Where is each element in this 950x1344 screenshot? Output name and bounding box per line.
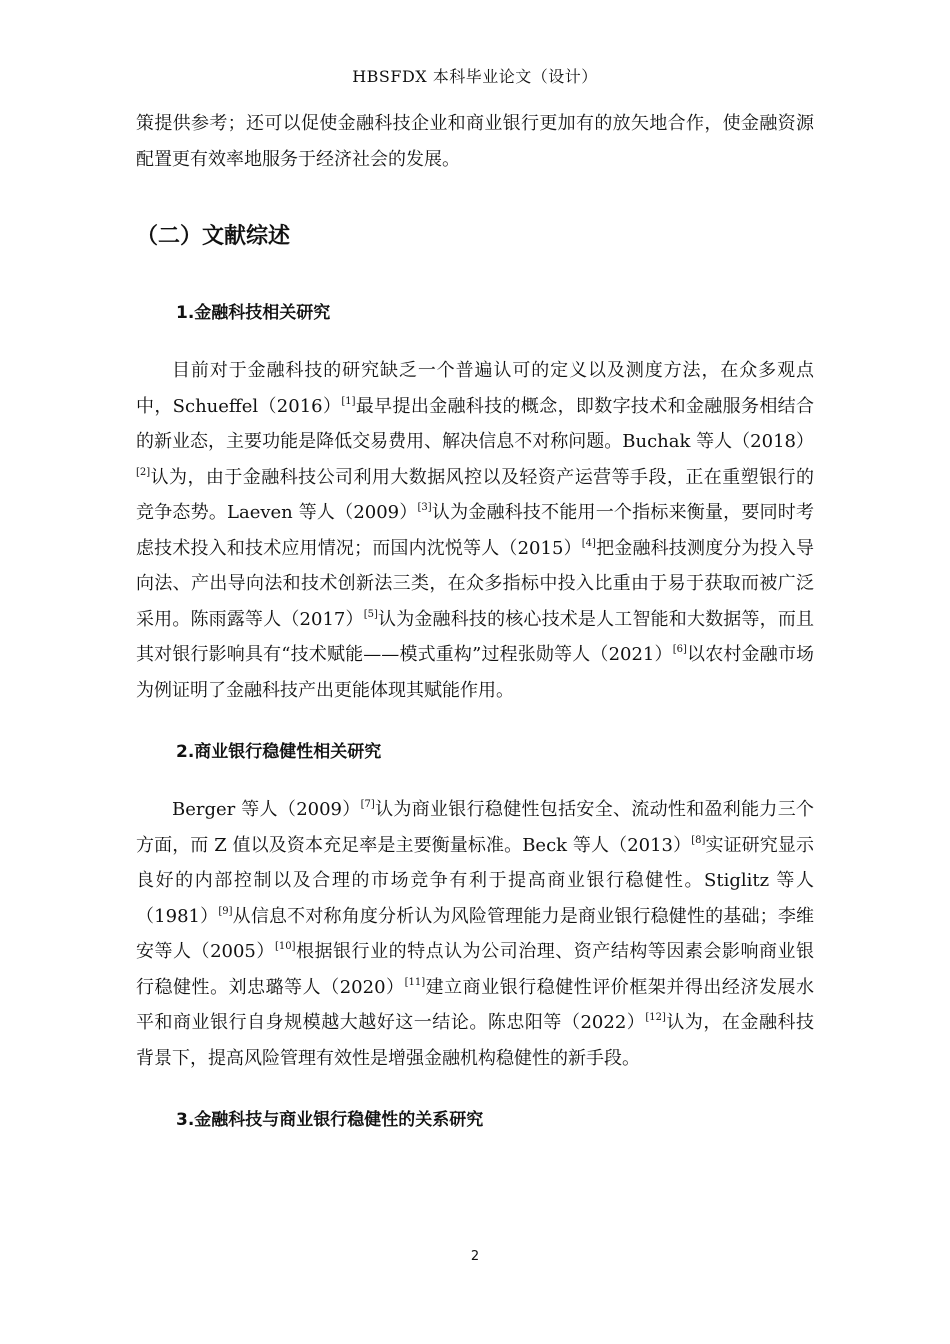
- citation-marker: [4]: [581, 537, 596, 549]
- citation-marker: [3]: [417, 502, 432, 513]
- citation-marker: [6]: [672, 644, 687, 655]
- text-run: 认为商业银行稳健性包括安全、流动性和盈利能力三个方面，而 Z 值以及资本充足率是主要衡量标准。Beck 等人（2013）: [136, 799, 815, 856]
- citation-marker: [12]: [645, 1012, 666, 1023]
- citation-marker: [10]: [274, 941, 296, 952]
- intro-paragraph: 策提供参考；还可以促使金融科技企业和商业银行更加有的放矢地合作，使金融资源配置更有效率地服务于经济社会的发展。: [136, 113, 814, 170]
- citation-marker: [11]: [404, 976, 426, 988]
- citation-marker: [7]: [360, 799, 375, 810]
- text-run: Berger 等人（2009）: [172, 799, 361, 820]
- text-run: 以农村金融市场为例证明了金融科技产出更能体现其赋能作用。: [136, 644, 814, 701]
- subsection-heading-1: 1.金融科技相关研究: [176, 303, 331, 323]
- text-run: 从信息不对称角度分析认为风险管理能力是商业银行稳健性的基础；李维安等人（2005）: [136, 905, 814, 962]
- text-run: 建立商业银行稳健性评价框架并得出经济发展水平和商业银行自身规模越大越好这一结论。陈忠阳等（2022）: [136, 976, 814, 1033]
- subsection-heading-3: 3.金融科技与商业银行稳健性的关系研究: [176, 1110, 484, 1130]
- page-body: [136, 106, 814, 1133]
- text-run: 实证研究显示良好的内部控制以及合理的市场竞争有利于提高商业银行稳健性。Stiglitz 等人（1981）: [136, 834, 814, 927]
- citation-marker: [2]: [136, 466, 151, 478]
- citation-marker: [1]: [341, 395, 356, 407]
- text-run: 认为，在金融科技背景下，提高风险管理有效性是增强金融机构稳健性的新手段。: [136, 1012, 814, 1069]
- text-run: 认为金融科技不能用一个指标来衡量，要同时考虑技术投入和技术应用情况；而国内沈悦等人（2015）: [136, 502, 814, 559]
- text-run: 认为金融科技的核心技术是人工智能和大数据等，而且其对银行影响具有“技术赋能——模式重构”过程张勋等人（2021）: [136, 608, 814, 665]
- text-run: 根据银行业的特点认为公司治理、资产结构等因素会影响商业银行稳健性。刘忠璐等人（2020）: [136, 941, 815, 998]
- running-header: HBSFDX 本科毕业论文（设计）: [352, 67, 598, 86]
- text-run: 目前对于金融科技的研究缺乏一个普遍认可的定义以及测度方法，在众多观点中，Schueffel（2016）: [136, 360, 814, 417]
- paragraph-fintech-research: [136, 353, 814, 708]
- citation-marker: [8]: [691, 834, 706, 846]
- page-number: 2: [470, 1249, 480, 1264]
- subsection-heading-2: 2.商业银行稳健性相关研究: [176, 742, 382, 762]
- text-run: 认为，由于金融科技公司利用大数据风控以及轻资产运营等手段，正在重塑银行的竞争态势。Laeven 等人（2009）: [136, 466, 814, 523]
- paragraph-bank-stability-research: [136, 792, 814, 1076]
- section-heading: （二）文献综述: [136, 224, 291, 249]
- text-run: 把金融科技测度分为投入导向法、产出导向法和技术创新法三类，在众多指标中投入比重由于易于获取而被广泛采用。陈雨露等人（2017）: [136, 537, 814, 630]
- text-run: 最早提出金融科技的概念，即数字技术和金融服务相结合的新业态，主要功能是降低交易费用、解决信息不对称问题。Buchak 等人（2018）: [136, 395, 814, 452]
- citation-marker: [5]: [363, 608, 378, 620]
- citation-marker: [9]: [218, 905, 233, 917]
